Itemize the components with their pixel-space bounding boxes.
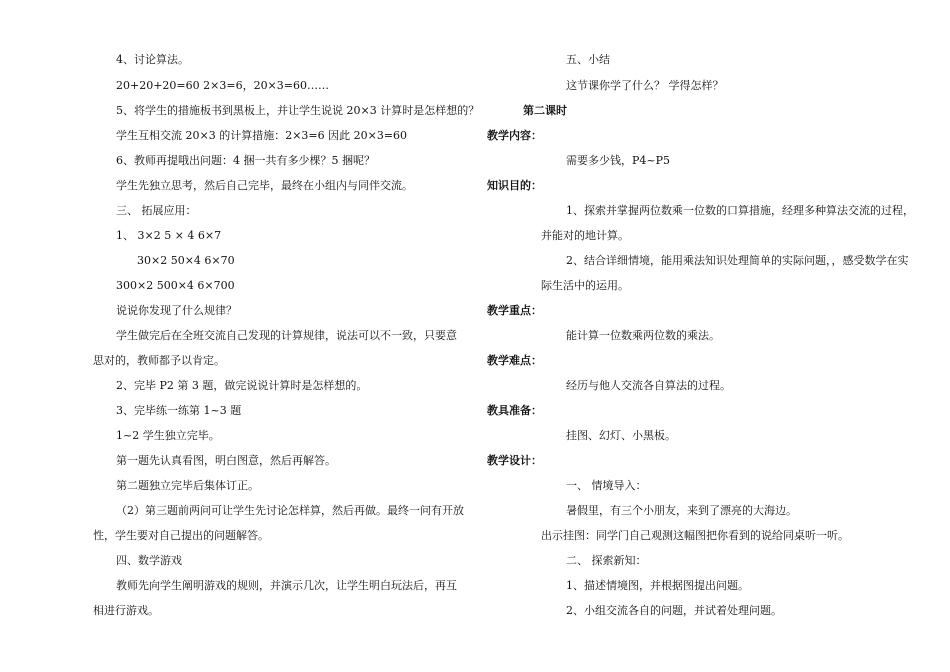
text-line: 性，学生要对自己提出的问题解答。 (93, 529, 269, 542)
section-heading: 四、数学游戏 (116, 554, 182, 567)
section-heading: 三、 拓展应用： (116, 204, 197, 217)
text-line: 第二题独立完毕后集体订正。 (116, 479, 259, 492)
text-line: 学生做完后在全班交流自己发现的计算规律，说法可以不一致，只要意 (116, 329, 457, 342)
text-line: 思对的，教师都予以肯定。 (93, 354, 225, 367)
text-line: 300×2 500×4 6×700 (116, 279, 235, 292)
text-line: 学生先独立思考，然后自己完毕，最终在小组内与同伴交流。 (116, 179, 413, 192)
label-heading: 知识目的： (487, 179, 542, 192)
label-heading: 教学难点： (487, 354, 542, 367)
label-heading: 教具准备： (487, 404, 542, 417)
text-line: 挂图、幻灯、小黑板。 (566, 429, 676, 442)
text-line: 4、讨论算法。 (116, 53, 189, 66)
text-line: 学生互相交流 20×3 的计算措施：2×3=6 因此 20×3=60 (116, 129, 408, 142)
label-heading: 教学内容： (487, 129, 542, 142)
text-line: 3、完毕练一练第 1~3 题 (116, 404, 242, 417)
text-line: 5、将学生的措施板书到黑板上，并让学生说说 20×3 计算时是怎样想的？ (116, 104, 480, 117)
text-line: 出示挂图：同学门自己观测这幅图把你看到的说给同桌听一听。 (541, 529, 849, 542)
text-line: 1、 3×2 5 × 4 6×7 (116, 229, 222, 242)
text-line: 6、教师再提哦出问题：4 捆一共有多少棵？5 捆呢？ (116, 154, 375, 167)
text-line: 2、小组交流各自的问题，并试着处理问题。 (566, 604, 782, 617)
label-heading: 教学重点： (487, 304, 542, 317)
text-line: 说说你发现了什么规律？ (116, 304, 237, 317)
text-line: 1、描述情境图，并根据图提出问题。 (566, 579, 749, 592)
label-heading: 教学设计： (487, 454, 542, 467)
text-line: 际生活中的运用。 (541, 279, 629, 292)
text-line: 1、探索并掌握两位数乘一位数的口算措施，经理多种算法交流的过程， (566, 204, 914, 217)
text-line: 第一题先认真看图，明白图意，然后再解答。 (116, 454, 336, 467)
text-line: 暑假里，有三个小朋友，来到了漂亮的大海边。 (566, 504, 797, 517)
text-line: 需要多少钱，P4~P5 (566, 154, 671, 167)
text-line: 能计算一位数乘两位数的乘法。 (566, 329, 720, 342)
section-heading: 二、 探索新知： (566, 554, 647, 567)
text-line: 2、结合详细情境，能用乘法知识处理简单的实际问题，，感受数学在实 (566, 254, 909, 267)
text-line: 经历与他人交流各自算法的过程。 (566, 379, 731, 392)
text-line: 并能对的地计算。 (541, 229, 629, 242)
text-line: （2）第三题前两问可让学生先讨论怎样算，然后再做。最终一问有开放 (116, 504, 464, 517)
text-line: 教师先向学生阐明游戏的规则，并演示几次，让学生明白玩法后，再互 (116, 579, 457, 592)
text-line: 20+20+20=60 2×3=6，20×3=60…… (116, 79, 329, 92)
text-line: 相进行游戏。 (93, 604, 159, 617)
section-heading: 一、 情境导入： (566, 479, 647, 492)
section-heading: 五、小结 (566, 53, 610, 66)
text-line: 1~2 学生独立完毕。 (116, 429, 220, 442)
text-line: 2、完毕 P2 第 3 题，做完说说计算时是怎样想的。 (116, 379, 368, 392)
lesson-title: 第二课时 (523, 104, 567, 117)
text-line: 30×2 50×4 6×70 (137, 254, 235, 267)
text-line: 这节课你学了什么？ 学得怎样？ (566, 79, 724, 92)
